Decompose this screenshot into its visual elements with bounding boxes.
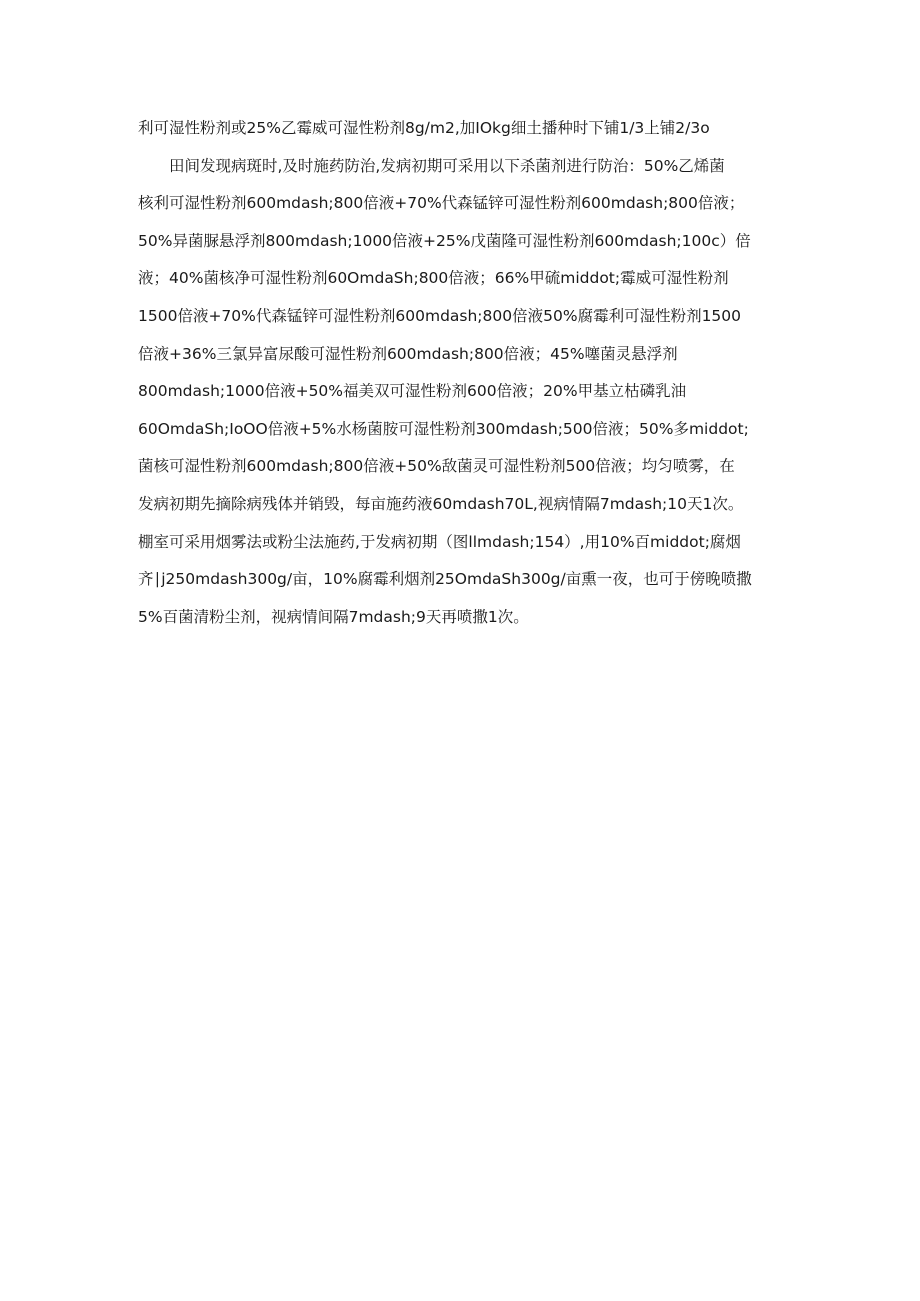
text-line: 菌核可湿性粉剂600mdash;800倍液+50%敌菌灵可湿性粉剂500倍液；均匀喷雾，在 (138, 457, 735, 476)
text-line: 800mdash;1000倍液+50%福美双可湿性粉剂600倍液；20%甲基立枯磷乳油 (138, 382, 687, 401)
text-line: 60OmdaSh;IoOO倍液+5%水杨菌胺可湿性粉剂300mdash;500倍液；50%多middot; (138, 419, 749, 438)
text-line: 液；40%菌核净可湿性粉剂60OmdaSh;800倍液；66%甲硫middot;霉威可湿性粉剂 (138, 269, 729, 288)
body-text (138, 114, 798, 640)
text-line: 1500倍液+70%代森锰锌可湿性粉剂600mdash;800倍液50%腐霉利可湿性粉剂1500 (138, 306, 742, 325)
text-line: 齐∣j250mdash300g/亩，10%腐霉利烟剂25OmdaSh300g∕亩熏一夜，也可于傍晚喷撒 (138, 570, 752, 589)
text-line: 田间发现病斑时,及时施药防治,发病初期可采用以下杀菌剂进行防治：50%乙烯菌 (169, 156, 725, 175)
text-line: 50%异菌脲悬浮剂800mdash;1000倍液+25%戊菌隆可湿性粉剂600mdash;100c）倍 (138, 231, 751, 250)
text-line: 5%百菌清粉尘剂，视病情间隔7mdash;9天再喷撒1次。 (138, 607, 529, 626)
text-line: 倍液+36%三氯异富尿酸可湿性粉剂600mdash;800倍液；45%噻菌灵悬浮剂 (138, 344, 678, 363)
text-line: 核利可湿性粉剂600mdash;800倍液+70%代森锰锌可湿性粉剂600mdash;800倍液； (138, 194, 745, 213)
text-line: 发病初期先摘除病残体并销毁，每亩施药液60mdash70L,视病情隔7mdash;10天1次。 (138, 494, 744, 513)
text-line: 利可湿性粉剂或25%乙霉威可湿性粉剂8g∕m2,加IOkg细土播种时下铺1/3上铺2/3o (138, 119, 710, 137)
text-line: 棚室可采用烟雾法或粉尘法施药,于发病初期（图llmdash;154）,用10%百middot;腐烟 (138, 532, 741, 551)
